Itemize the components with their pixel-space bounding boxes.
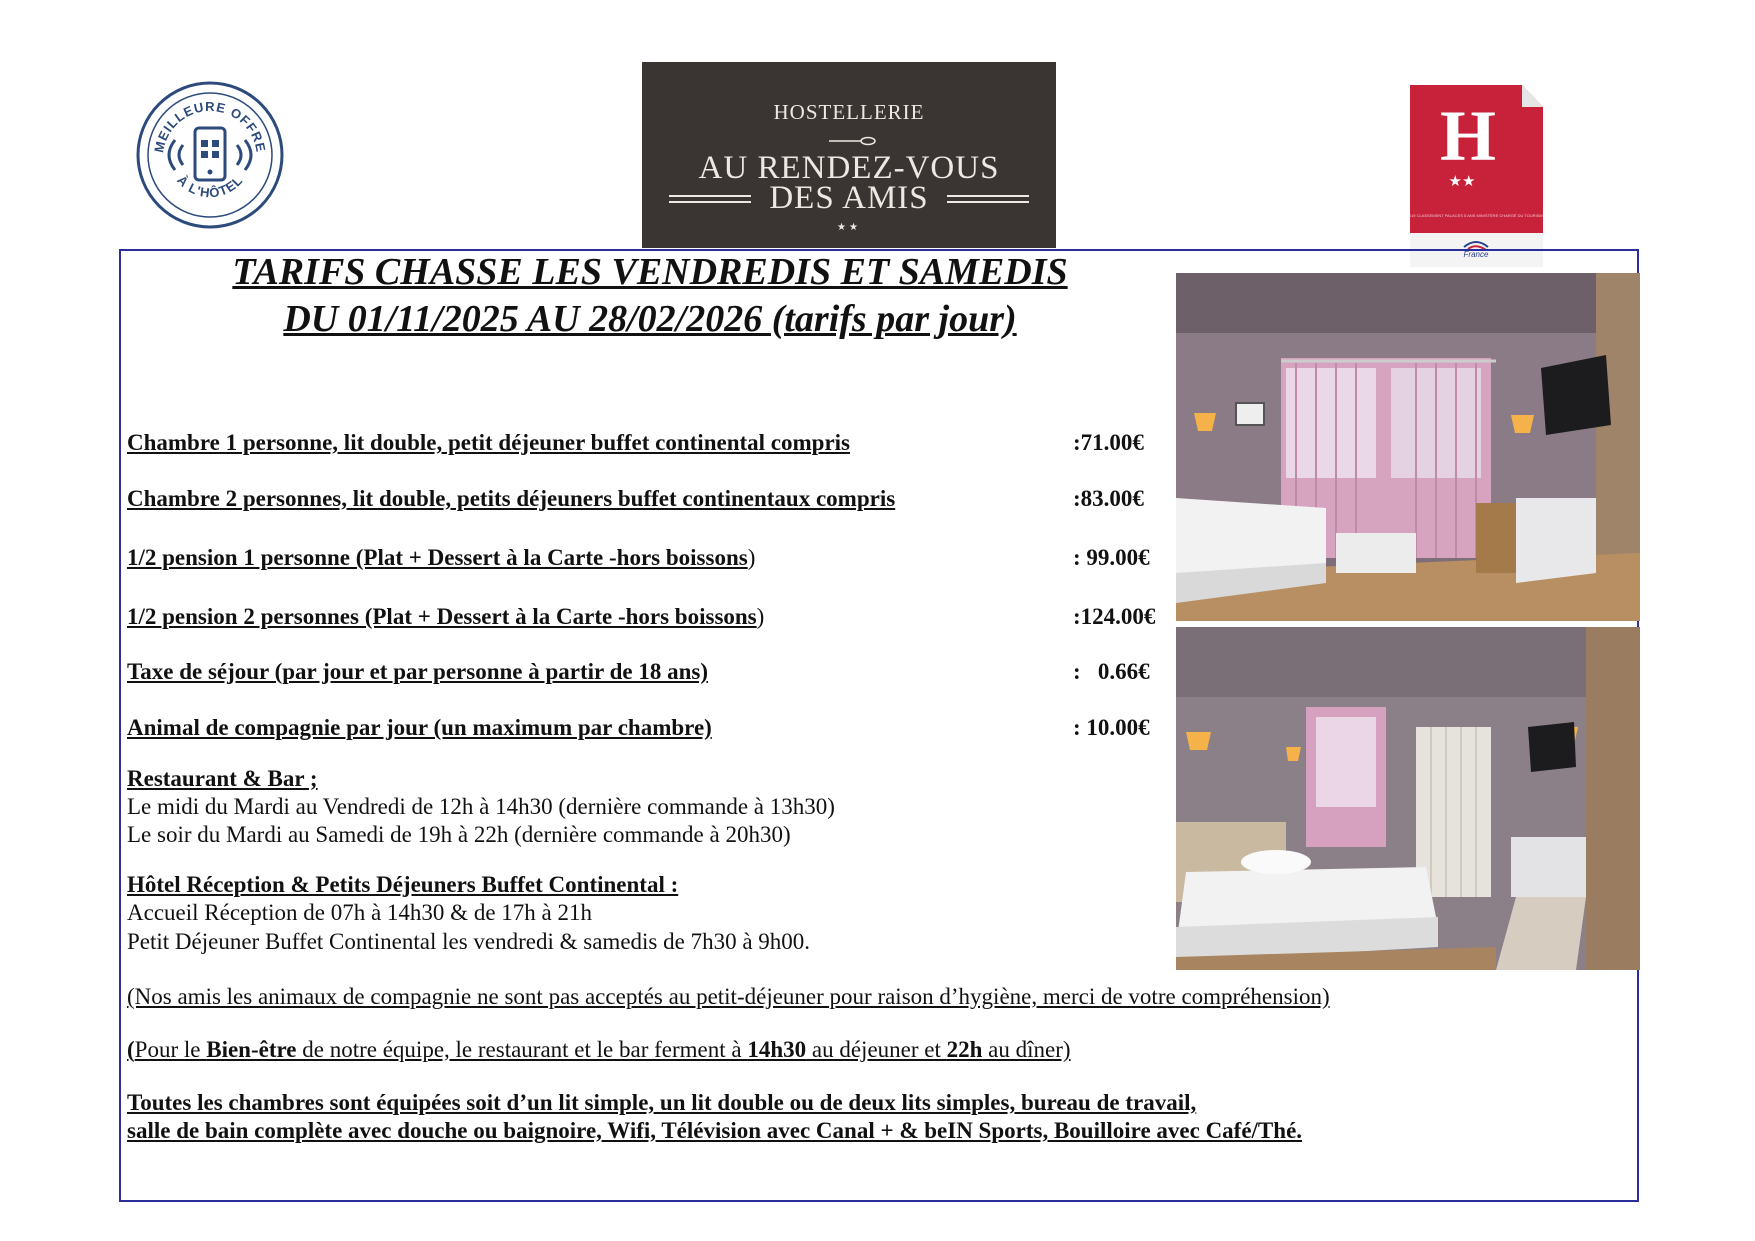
best-offer-badge-graphic: [135, 80, 285, 230]
price-value-half-board-2: :124.00€: [1073, 604, 1156, 629]
logo-line1: HOSTELLERIE: [773, 100, 925, 124]
hotel-line: Petit Déjeuner Buffet Continental les vendredi & samedis de 7h30 à 9h00.: [127, 929, 811, 954]
page-title: TARIFS CHASSE LES VENDREDIS ET SAMEDIS: [232, 251, 1068, 293]
price-value-tourist-tax: : 0.66€: [1073, 659, 1150, 684]
logo-line3: DES AMIS: [769, 180, 929, 216]
price-value-single-room: :71.00€: [1073, 430, 1144, 455]
hotel-heading: Hôtel Réception & Petits Déjeuners Buffet Continental :: [127, 872, 679, 897]
hotel-classification-sign: [1410, 85, 1543, 267]
price-label-tourist-tax: Taxe de séjour (par jour et par personne à partir de 18 ans): [127, 659, 708, 684]
pets-note: (Nos amis les animaux de compagnie ne sont pas acceptés au petit-déjeuner pour raison d’hygiène, merci de votre compréhension): [127, 984, 1330, 1009]
price-label-single-room: Chambre 1 personne, lit double, petit déjeuner buffet continental compris: [127, 430, 850, 455]
price-label-double-room: Chambre 2 personnes, lit double, petits déjeuners buffet continentaux compris: [127, 486, 896, 511]
price-value-double-room: :83.00€: [1073, 486, 1144, 511]
logo-stars: ★★: [837, 222, 861, 233]
price-value-half-board-1: : 99.00€: [1073, 545, 1150, 570]
logo-line2: AU RENDEZ-VOUS: [698, 150, 1000, 186]
price-label-half-board-1: 1/2 pension 1 personne (Plat + Dessert à la Carte -hors boissons): [127, 545, 756, 570]
price-value-pet: : 10.00€: [1073, 715, 1150, 740]
svg-text:2019 CLASSEMENT PALACES 5 ANS: 2019 CLASSEMENT PALACES 5 ANS MINISTÈRE CHARGÉ DU TOURISME: [1410, 213, 1543, 218]
price-label-half-board-2: 1/2 pension 2 personnes (Plat + Dessert à la Carte -hors boissons): [127, 604, 765, 629]
svg-text:H: H: [1439, 96, 1497, 176]
spoon-icon: [827, 136, 877, 146]
room-photo-1: [1176, 273, 1640, 621]
svg-text:France: France: [1463, 250, 1489, 259]
page-subtitle: DU 01/11/2025 AU 28/02/2026 (tarifs par jour): [283, 298, 1017, 340]
wellbeing-note: (Pour le Bien-être de notre équipe, le restaurant et le bar ferment à 14h30 au déjeuner et 22h au dîner): [127, 1037, 1071, 1062]
h-hotel-sign-icon: [1410, 85, 1543, 267]
equipment-line: salle de bain complète avec douche ou baignoire, Wifi, Télévision avec Canal + & beIN Sports, Bouilloire avec Café/Thé.: [127, 1118, 1303, 1143]
smartphone-icon: [195, 128, 225, 180]
svg-text:MEILLEURE OFFRE: MEILLEURE OFFRE: [151, 98, 269, 154]
hotel-line: Accueil Réception de 07h à 14h30 & de 17h à 21h: [127, 900, 592, 925]
room-photo-2: [1176, 627, 1640, 970]
restaurant-line: Le soir du Mardi au Samedi de 19h à 22h (dernière commande à 20h30): [127, 822, 791, 847]
logo-rule-right: [947, 195, 1029, 203]
svg-text:★★: ★★: [1448, 172, 1476, 190]
hotel-logo: [642, 62, 1056, 248]
room-photo-2-image: [1176, 627, 1640, 970]
price-label-pet: Animal de compagnie par jour (un maximum par chambre): [127, 715, 712, 740]
restaurant-heading: Restaurant & Bar ;: [127, 766, 318, 791]
room-photo-1-image: [1176, 273, 1640, 621]
restaurant-line: Le midi du Mardi au Vendredi de 12h à 14h30 (dernière commande à 13h30): [127, 794, 835, 819]
svg-text:À L'HÔTEL: À L'HÔTEL: [174, 172, 246, 201]
equipment-line: Toutes les chambres sont équipées soit d’un lit simple, un lit double ou de deux lits simples, bureau de travail,: [127, 1090, 1197, 1115]
best-offer-badge: [135, 80, 285, 230]
